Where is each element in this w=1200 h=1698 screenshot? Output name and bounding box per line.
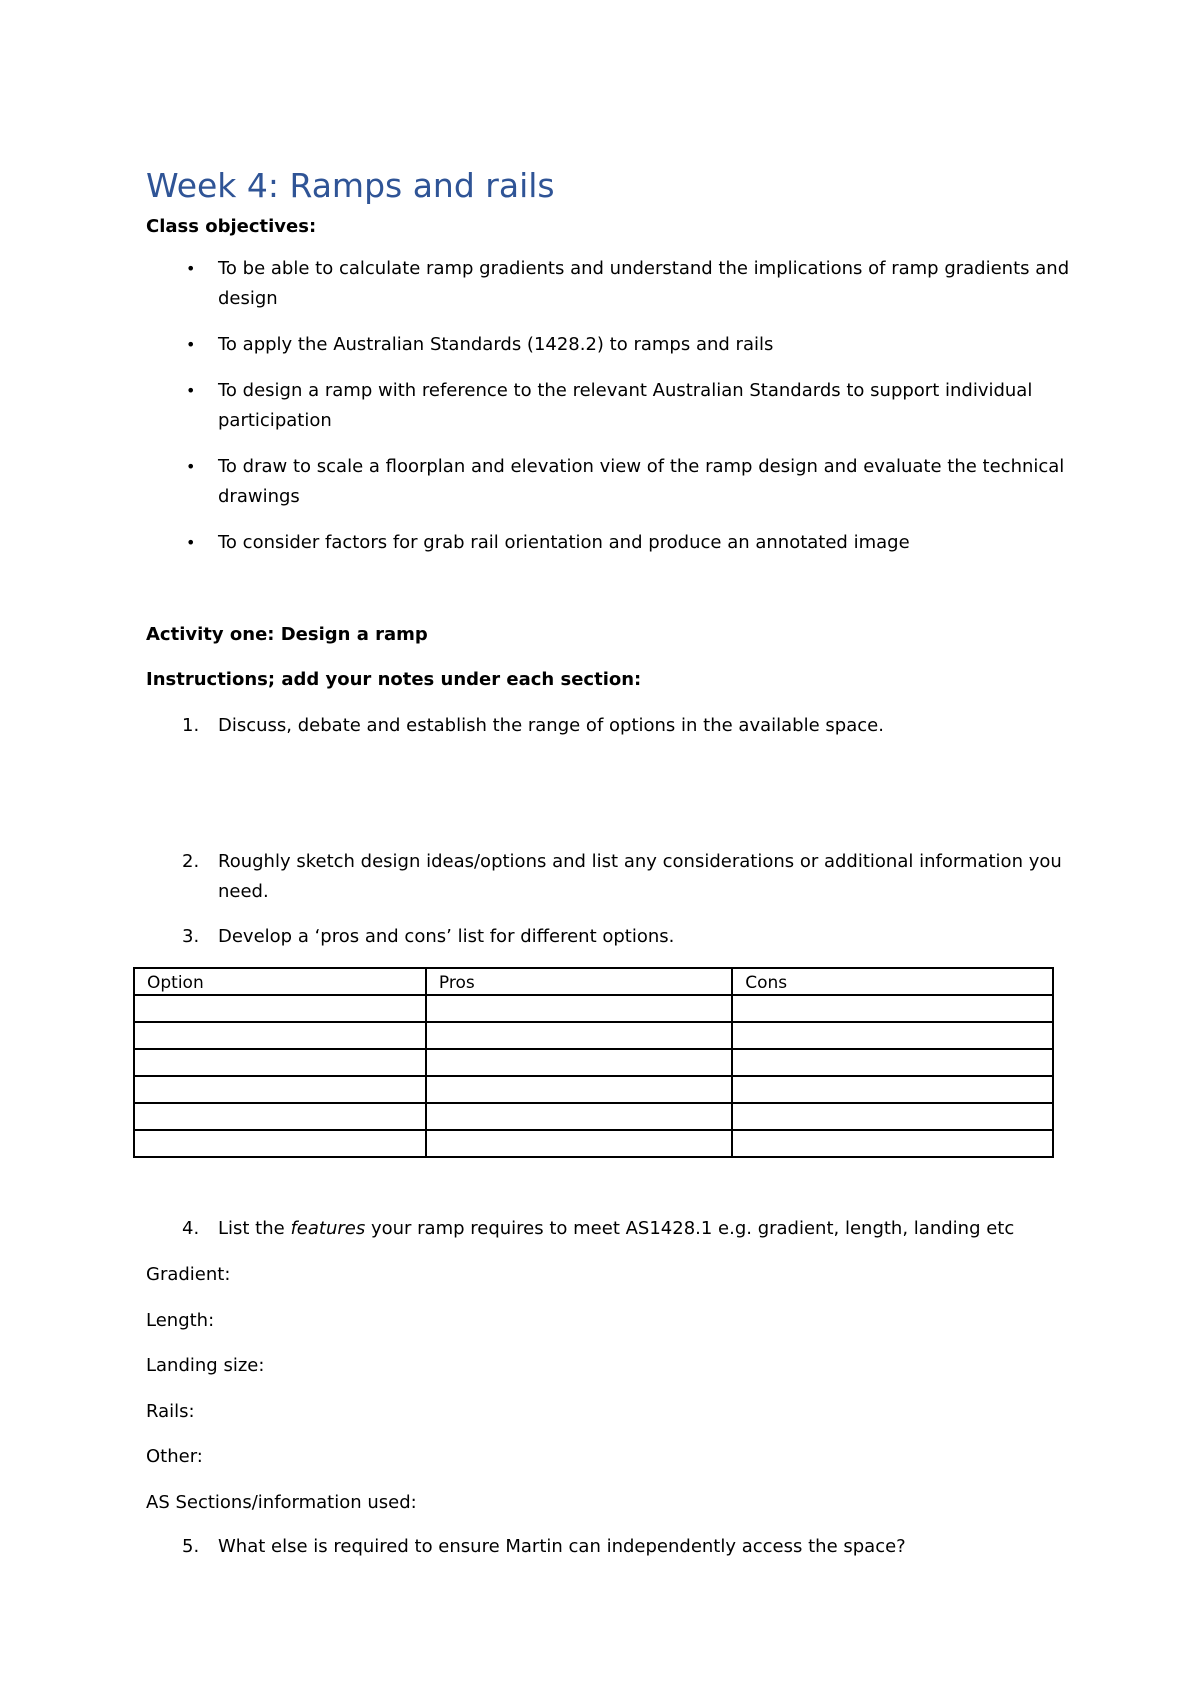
class-objectives-heading: Class objectives:: [146, 216, 317, 237]
objective-text: To draw to scale a floorplan and elevation view of the ramp design and evaluate the technical drawings: [218, 456, 1065, 507]
table-cell[interactable]: [134, 1049, 426, 1076]
table-cell[interactable]: [426, 1076, 732, 1103]
bullet-icon: •: [186, 259, 196, 278]
step-2: [146, 847, 1076, 907]
objectives-list: [146, 254, 1076, 574]
table-cell[interactable]: [426, 1049, 732, 1076]
table-cell[interactable]: [134, 995, 426, 1022]
bullet-icon: •: [186, 457, 196, 476]
step-1: [146, 711, 1076, 741]
table-cell[interactable]: [134, 1076, 426, 1103]
objective-item: [146, 330, 1076, 360]
pros-cons-table: [133, 967, 1054, 1158]
objective-item: [146, 376, 1076, 436]
header-pros: Pros: [426, 968, 732, 995]
step-text-after: your ramp requires to meet AS1428.1 e.g. gradient, length, landing etc: [365, 1218, 1015, 1239]
table-row: [134, 1049, 1053, 1076]
table-row: [134, 995, 1053, 1022]
step-number: 1.: [182, 715, 200, 736]
table-cell[interactable]: [134, 1103, 426, 1130]
step-number: 4.: [182, 1218, 200, 1239]
objective-text: To design a ramp with reference to the relevant Australian Standards to support individual participation: [218, 380, 1033, 431]
objective-text: To be able to calculate ramp gradients and understand the implications of ramp gradients and design: [218, 258, 1070, 309]
table-cell[interactable]: [732, 1103, 1053, 1130]
table-cell[interactable]: [426, 1022, 732, 1049]
table-cell[interactable]: [134, 1022, 426, 1049]
other-label: Other:: [146, 1446, 203, 1467]
table-cell[interactable]: [732, 1049, 1053, 1076]
table-cell[interactable]: [732, 1130, 1053, 1157]
gradient-label: Gradient:: [146, 1264, 231, 1285]
table-cell[interactable]: [732, 995, 1053, 1022]
objective-item: [146, 254, 1076, 314]
step-text: Discuss, debate and establish the range of options in the available space.: [218, 715, 884, 736]
table-row: [134, 1130, 1053, 1157]
objective-item: [146, 528, 1076, 558]
objective-item: [146, 452, 1076, 512]
table-header-row: [134, 968, 1053, 995]
bullet-icon: •: [186, 533, 196, 552]
table-row: [134, 1022, 1053, 1049]
objective-text: To consider factors for grab rail orientation and produce an annotated image: [218, 532, 910, 553]
table-row: [134, 1103, 1053, 1130]
table-cell[interactable]: [732, 1022, 1053, 1049]
header-cons: Cons: [732, 968, 1053, 995]
step-text: Develop a ‘pros and cons’ list for different options.: [218, 926, 675, 947]
step-3: [146, 922, 1076, 952]
page-title: Week 4: Ramps and rails: [146, 166, 555, 205]
landing-size-label: Landing size:: [146, 1355, 265, 1376]
step-number: 2.: [182, 851, 200, 872]
activity-heading: Activity one: Design a ramp: [146, 624, 428, 645]
step-text-emphasis: features: [290, 1218, 366, 1239]
table-row: [134, 1076, 1053, 1103]
table-cell[interactable]: [732, 1076, 1053, 1103]
table-cell[interactable]: [426, 995, 732, 1022]
step-text-before: List the: [218, 1218, 291, 1239]
as-sections-label: AS Sections/information used:: [146, 1492, 417, 1513]
step-text: What else is required to ensure Martin can independently access the space?: [218, 1536, 906, 1557]
step-number: 5.: [182, 1536, 200, 1557]
step-number: 3.: [182, 926, 200, 947]
rails-label: Rails:: [146, 1401, 195, 1422]
bullet-icon: •: [186, 381, 196, 400]
step-4: [146, 1214, 1076, 1244]
table-cell[interactable]: [426, 1103, 732, 1130]
length-label: Length:: [146, 1310, 215, 1331]
step-text: Roughly sketch design ideas/options and list any considerations or additional information you need.: [218, 851, 1062, 902]
table-cell[interactable]: [134, 1130, 426, 1157]
objective-text: To apply the Australian Standards (1428.2) to ramps and rails: [218, 334, 774, 355]
step-5: [146, 1532, 1076, 1562]
table-cell[interactable]: [426, 1130, 732, 1157]
instructions-heading: Instructions; add your notes under each section:: [146, 669, 642, 690]
bullet-icon: •: [186, 335, 196, 354]
header-option: Option: [134, 968, 426, 995]
